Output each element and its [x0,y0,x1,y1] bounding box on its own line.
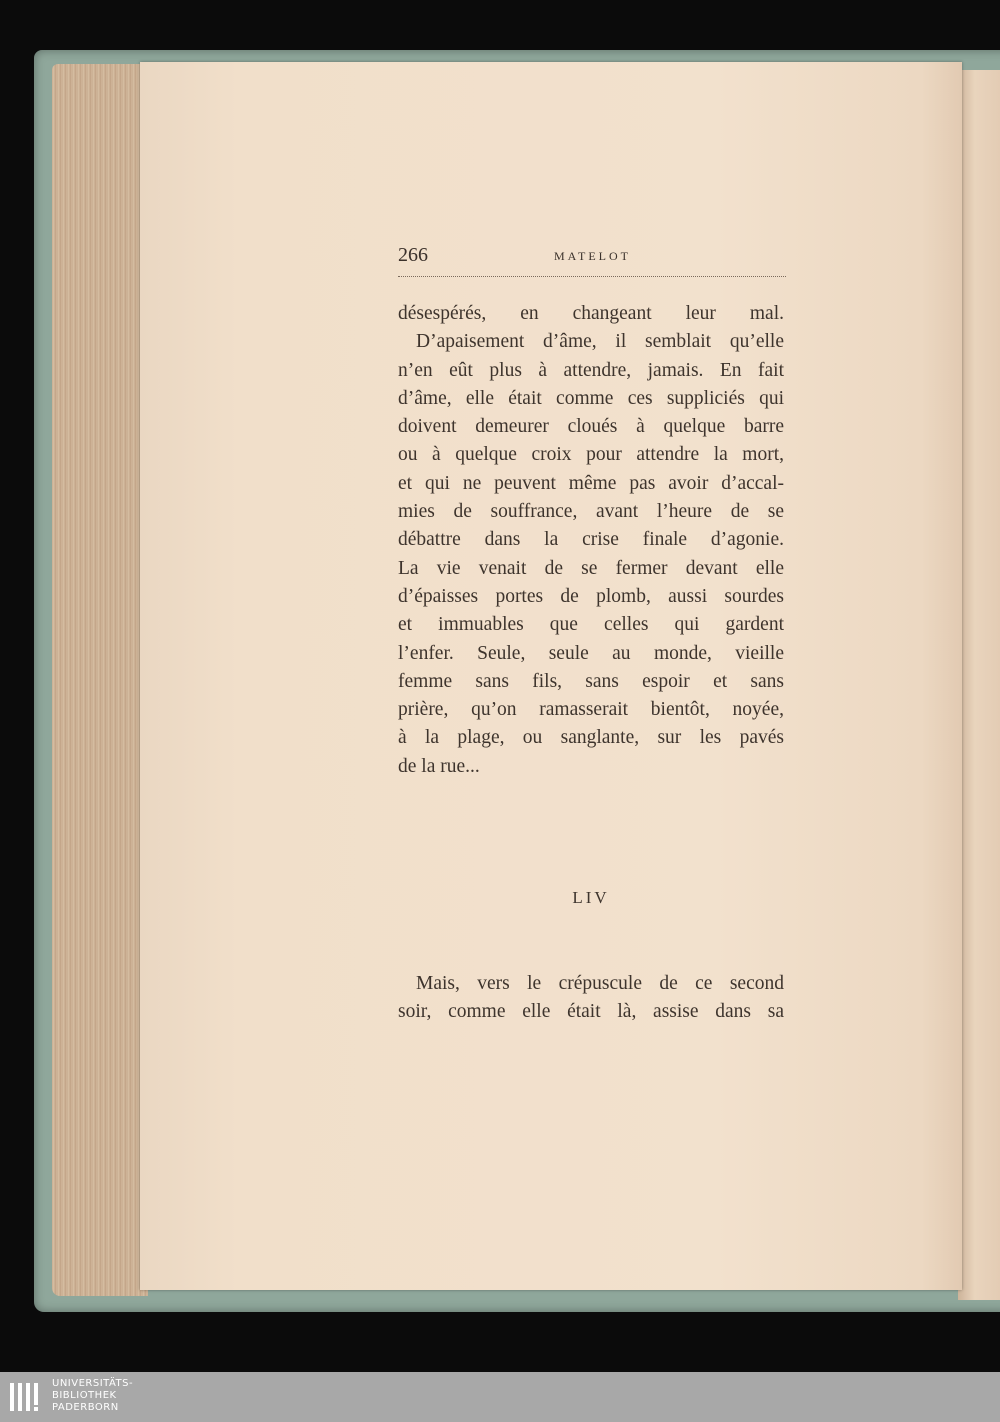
running-title: MATELOT [554,249,631,263]
text-line: La vie venait de se fermer devant elle [398,557,784,579]
text-line: l’enfer. Seule, seule au monde, vieille [398,642,784,664]
chapter-heading: LIV [572,888,610,907]
text-line: Mais, vers le crépuscule de ce second [416,973,784,994]
text-line: et qui ne peuvent même pas avoir d’accal- [398,472,784,494]
text-line: de la rue... [398,755,480,777]
library-name-line: BIBLIOTHEK [52,1390,117,1401]
header-dotted-rule [398,276,786,277]
passage-1 [398,300,784,781]
text-line: prière, qu’on ramasserait bientôt, noyée, [398,699,784,721]
text-line: désespérés, en changeant leur mal. [398,303,784,324]
text-line: d’âme, elle était comme ces suppliciés qui [398,387,784,409]
running-head [398,244,786,270]
passage-2 [398,970,784,1027]
page-edges [52,64,148,1296]
text-line: doivent demeurer cloués à quelque barre [398,416,784,438]
text-line: ou à quelque croix pour attendre la mort, [398,444,784,466]
text-line: à la plage, ou sanglante, sur les pavés [398,727,784,749]
page-number: 266 [398,244,428,266]
text-line: d’épaisses portes de plomb, aussi sourdes [398,585,784,607]
text-line: femme sans fils, sans espoir et sans [398,670,784,692]
library-name [52,1378,133,1414]
text-line: soir, comme elle était là, assise dans sa [398,1001,784,1023]
text-line: n’en eût plus à attendre, jamais. En fait [398,359,784,381]
text-line: et immuables que celles qui gardent [398,614,784,636]
text-line: débattre dans la crise finale d’agonie. [398,529,784,551]
text-line: mies de souffrance, avant l’heure de se [398,501,784,523]
text-line: D’apaisement d’âme, il semblait qu’elle [416,331,784,353]
adjacent-page-edge [958,70,1000,1300]
library-name-line: UNIVERSITÄTS- [52,1378,134,1389]
library-name-line: PADERBORN [52,1402,119,1413]
library-footer [0,1372,1000,1422]
library-logo-icon [8,1379,44,1415]
